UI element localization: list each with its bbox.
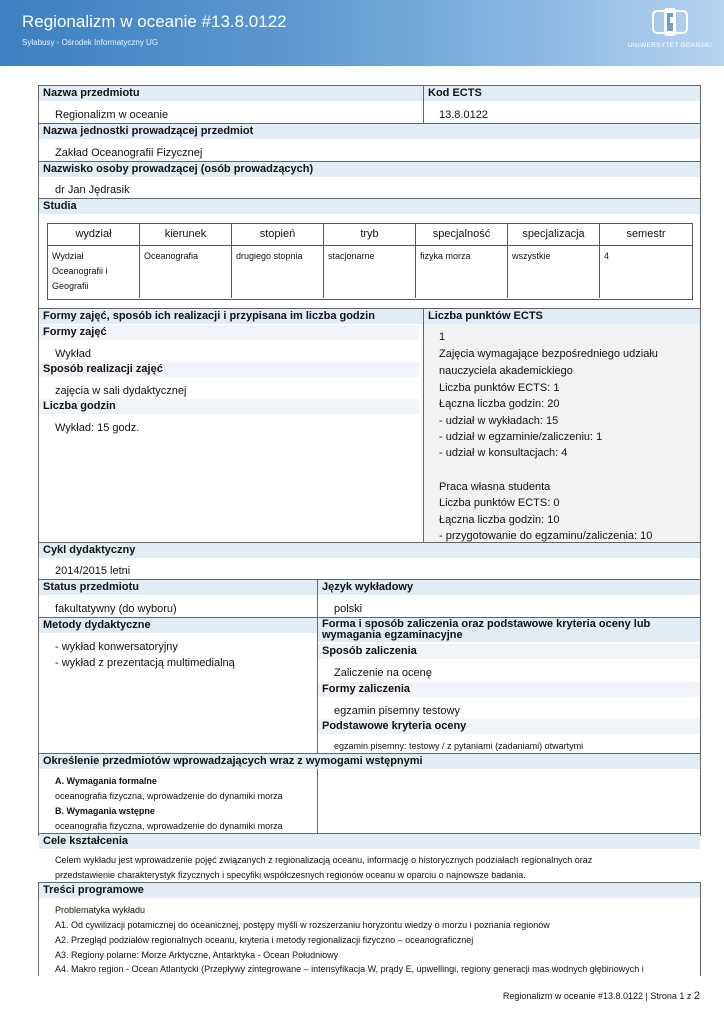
syllabus-table [38, 85, 701, 896]
studies-wydzial-line: Wydział [52, 251, 84, 261]
studies-cell-tryb: stacjonarne [324, 246, 416, 298]
page-footer [503, 990, 700, 1002]
language-label: Język wykładowy [318, 580, 700, 595]
studies-wydzial-line: Oceanografii i [52, 266, 108, 276]
divider [423, 309, 424, 542]
assessment-mode-label: Sposób zaliczenia [318, 644, 700, 659]
assessment-criteria-value: egzamin pisemny: testowy / z pytaniami (zadaniami) otwartymi [334, 741, 584, 751]
method-label: Sposób realizacji zajęć [39, 362, 419, 377]
language-value: polski [334, 603, 363, 615]
content-line: A3. Regiony polarne: Morze Arktyczne, Antarktyka - Ocean Południowy [55, 950, 339, 960]
content-label: Treści programowe [39, 883, 700, 898]
content-body [38, 882, 701, 976]
forms-section-label: Formy zajęć, sposób ich realizacji i przypisana im liczba godzin [39, 309, 423, 324]
forms-value: Wykład [55, 348, 91, 360]
content-line: A4. Makro region - Ocean Atlantycki (Przepływy zintegrowane – intensyfikacja W, prądy E, upwellingi, regiony generacji mas wodnych głębinowych i [55, 964, 644, 974]
prerequisites-entry-label: B. Wymagania wstępne [55, 806, 155, 816]
studies-header-tryb: tryb [324, 224, 416, 245]
assessment-label [318, 618, 700, 642]
prerequisites-formal-label: A. Wymagania formalne [55, 776, 157, 786]
unit-label: Nazwa jednostki prowadzącej przedmiot [39, 124, 700, 139]
forms-label: Formy zajęć [39, 325, 419, 340]
ects-line: - udział w konsultacjach: 4 [439, 447, 568, 459]
ects-code-label: Kod ECTS [424, 86, 700, 101]
studies-header-semestr: semestr [626, 228, 666, 240]
methods-item: - wykład konwersatoryjny [55, 641, 178, 653]
studies-cell-semestr: 4 [604, 251, 610, 261]
footer-text: Regionalizm w oceanie #13.8.0122 | Strona 1 z [502, 991, 694, 1001]
methods-item: - wykład z prezentacją multimedialną [55, 657, 235, 669]
assessment-forms-label: Formy zaliczenia [318, 682, 700, 697]
course-name-value: Regionalizm w oceanie [55, 109, 169, 121]
studies-table [47, 223, 693, 300]
goals-line: Celem wykładu jest wprowadzenie pojęć związanych z regionalizacją oceanu, informację o historycznych podziałach regionalnych oraz [55, 855, 593, 865]
studies-cell-wydzial [48, 246, 140, 298]
course-name-label: Nazwa przedmiotu [39, 86, 423, 101]
status-label: Status przedmiotu [39, 580, 317, 595]
hours-label: Liczba godzin [39, 399, 419, 414]
cycle-label: Cykl dydaktyczny [39, 543, 700, 558]
assessment-forms-value: egzamin pisemny testowy [334, 705, 460, 717]
studies-header-stopien: stopień [232, 224, 324, 245]
studies-label: Studia [39, 199, 700, 214]
ects-line: Zajęcia wymagające bezpośredniego udziału [439, 348, 658, 360]
assessment-mode-value: Zaliczenie na ocenę [334, 667, 432, 679]
ects-line: - udział w egzaminie/zaliczeniu: 1 [439, 431, 603, 443]
lecturer-label: Nazwisko osoby prowadzącej (osób prowadzących) [39, 162, 700, 177]
ects-line: - udział w wykładach: 15 [439, 415, 559, 427]
logo-caption: UNIWERSYTET GDAŃSKI [628, 42, 712, 49]
prerequisites-label: Określenie przedmiotów wprowadzających wraz z wymogami wstępnymi [39, 754, 700, 769]
ects-line: - przygotowanie do egzaminu/zaliczenia: 10 [439, 530, 653, 542]
assessment-label-line: wymagania egzaminacyjne [322, 629, 463, 641]
footer-total-pages: 2 [693, 990, 700, 1002]
goals-label: Cele kształcenia [39, 834, 700, 849]
assessment-label-line: Forma i sposób zaliczenia oraz podstawowe kryteria oceny lub [322, 618, 651, 630]
header-banner [0, 0, 724, 66]
ects-code-value: 13.8.0122 [439, 109, 488, 121]
studies-header-kierunek: kierunek [140, 224, 232, 245]
hours-value: Wykład: 15 godz. [55, 422, 140, 434]
goals-line: przedstawienie charakterystyk fizycznych i specyfiki współczesnych regionów oceanu w oparciu o najnowsze badania. [55, 870, 526, 880]
ects-line: 1 [439, 331, 446, 343]
status-value: fakultatywny (do wyboru) [55, 603, 177, 615]
studies-header-specjalizacja: specjalizacja [508, 224, 600, 245]
lecturer-value: dr Jan Jędrasik [55, 184, 130, 196]
studies-cell-specjalnosc: fizyka morza [416, 246, 508, 298]
methods-label: Metody dydaktyczne [39, 618, 317, 633]
ects-line: Praca własna studenta [439, 481, 551, 493]
ects-line: Łączna liczba godzin: 20 [439, 398, 560, 410]
ects-line: Łączna liczba godzin: 10 [439, 514, 560, 526]
ects-line: nauczyciela akademickiego [439, 365, 573, 377]
studies-wydzial-line: Geografii [52, 281, 89, 291]
prerequisites-formal-value: oceanografia fizyczna, wprowadzenie do dynamiki morza [55, 791, 283, 801]
ects-line: Liczba punktów ECTS: 0 [439, 497, 560, 509]
assessment-criteria-label: Podstawowe kryteria oceny [318, 719, 700, 734]
prerequisites-entry-value: oceanografia fizyczna, wprowadzenie do dynamiki morza [55, 821, 283, 831]
cycle-value: 2014/2015 letni [55, 565, 131, 577]
ects-points-label: Liczba punktów ECTS [424, 309, 700, 324]
content-line: A1. Od cywilizacji potamicznej do oceanicznej, postępy myśli w rozszerzaniu horyzontu wiedzy o morzu i poznania regionów [55, 920, 550, 930]
page-title: Regionalizm w oceanie #13.8.0122 [22, 12, 287, 31]
method-value: zajęcia w sali dydaktycznej [55, 385, 187, 397]
studies-cell-stopien: drugiego stopnia [232, 246, 324, 298]
divider [423, 86, 424, 123]
content-line: Problematyka wykładu [55, 905, 146, 915]
studies-cell-specjalizacja: wszystkie [508, 246, 600, 298]
page-subtitle: Sylabusy - Ośrodek Informatyczny UG [22, 38, 159, 47]
studies-header-specjalnosc: specjalność [416, 224, 508, 245]
studies-header-wydzial: wydział [48, 224, 140, 245]
studies-cell-kierunek: Oceanografia [140, 246, 232, 298]
unit-value: Zakład Oceanografii Fizycznej [55, 147, 203, 159]
ects-line: Liczba punktów ECTS: 1 [439, 382, 560, 394]
content-line: A2. Przegląd podziałów regionalnych oceanu, kryteria i metody regionalizacji fizyczno – oceanograficznej [55, 935, 474, 945]
university-logo-icon [652, 7, 688, 37]
